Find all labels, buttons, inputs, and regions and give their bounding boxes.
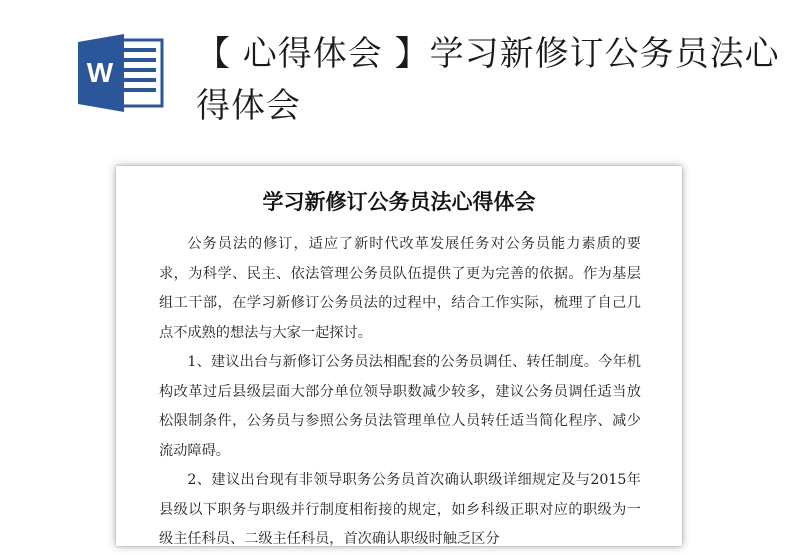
word-icon-letter: W	[86, 57, 114, 88]
paragraph: 公务员法的修订，适应了新时代改革发展任务对公务员能力素质的要求，为科学、民主、依法管理公务员队伍提供了更为完善的依据。作为基层组工干部，在学习新修订公务员法的过程中，结合工作实际，梳理了自己几点不成熟的想法与大家一起探讨。	[159, 236, 641, 341]
document-page	[116, 166, 682, 546]
word-document-icon	[78, 32, 164, 114]
document-body	[159, 230, 641, 555]
paragraph: 2、建议出台现有非领导职务公务员首次确认职级详细规定及与2015年县级以下职务与职级并行制度相衔接的规定，如乡科级正职对应的职级为一级主任科员、二级主任科员，首次确认职级时触乏区分	[159, 472, 641, 547]
page-title: 【 心得体会 】学习新修订公务员法心得体会	[196, 34, 780, 126]
document-title: 学习新修订公务员法心得体会	[262, 189, 536, 214]
paragraph: 1、建议出台与新修订公务员法相配套的公务员调任、转任制度。今年机构改革过后县级层面大部分单位领导职数减少较多，建议公务员调任适当放松限制条件，公务员与参照公务员法管理单位人员转任适当简化程序、减少流动障碍。	[159, 354, 641, 459]
